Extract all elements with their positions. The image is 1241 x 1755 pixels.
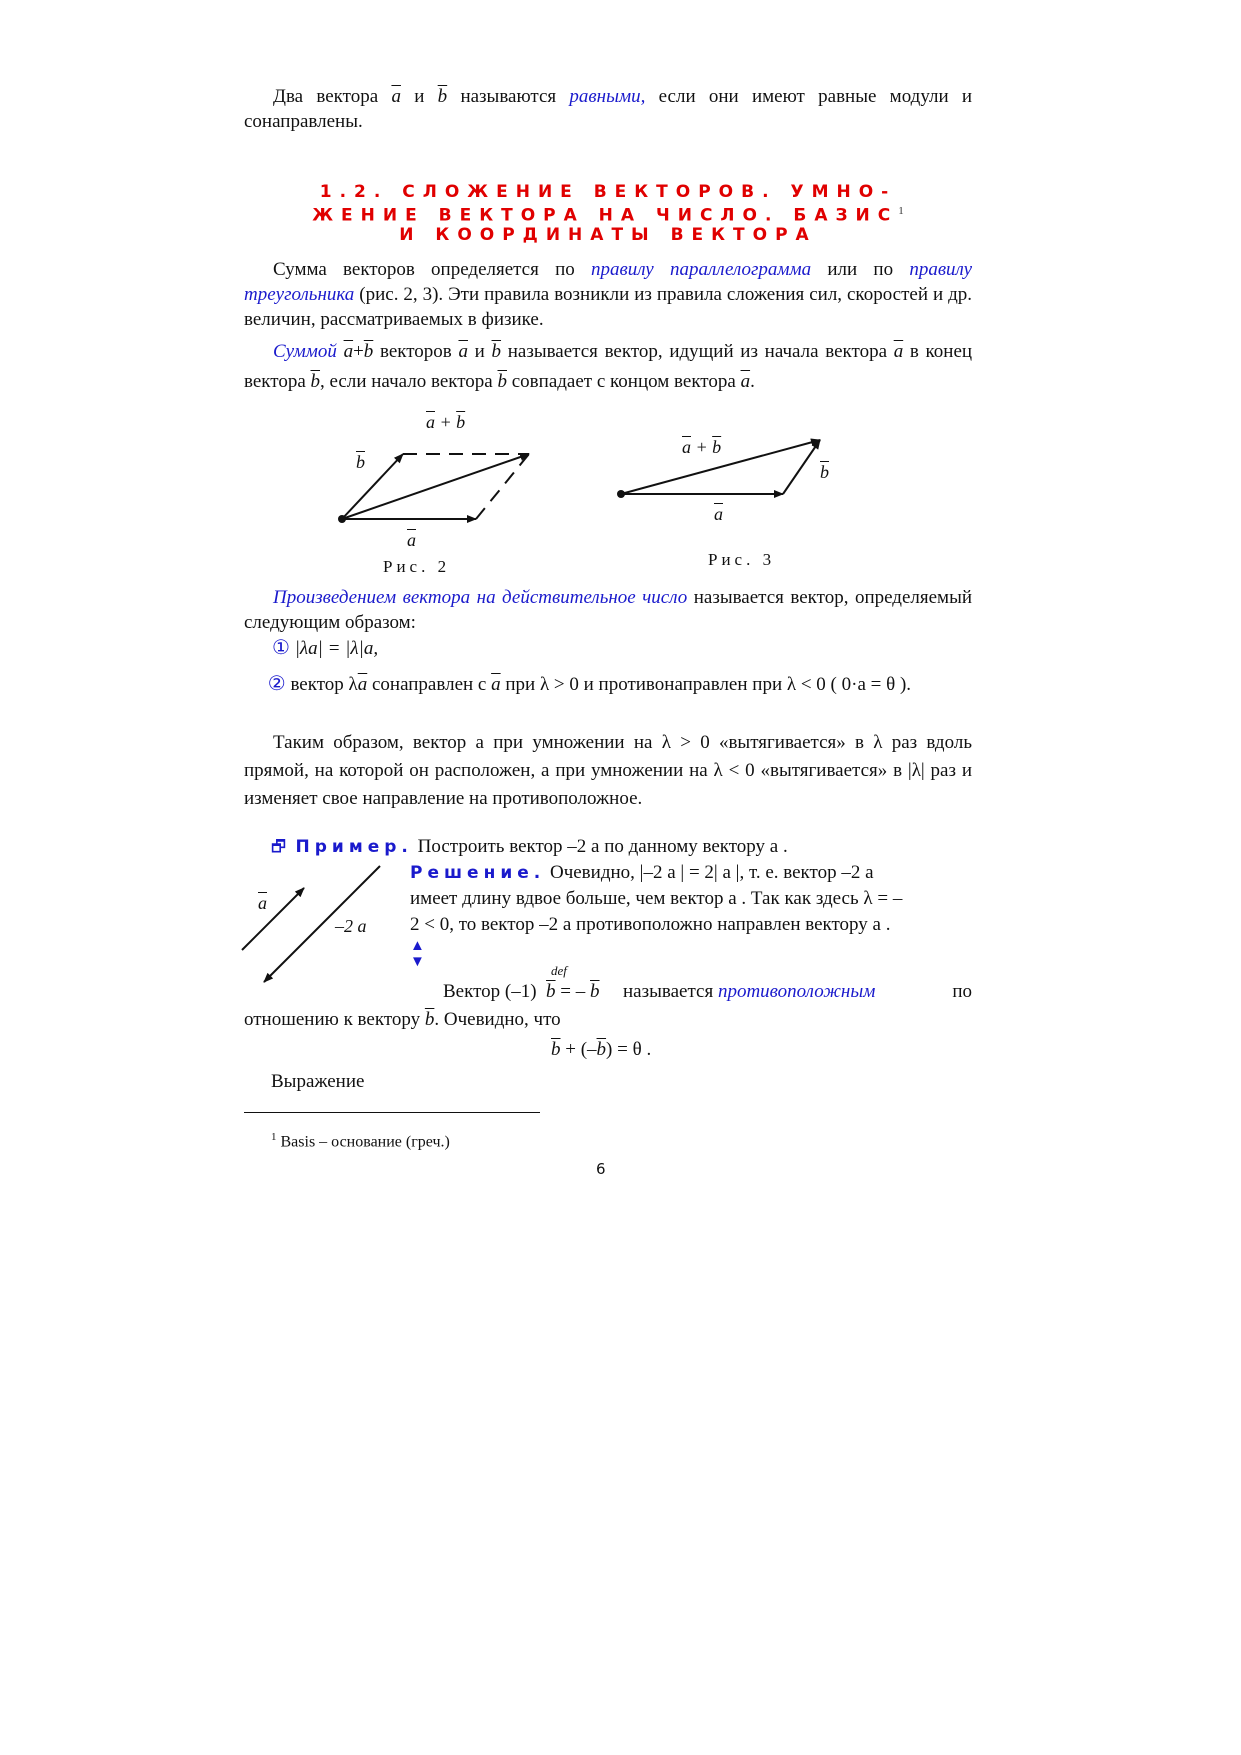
circled-one-icon: ① [272,635,290,659]
up-down-arrows-icon: ▲ ▼ [410,938,425,970]
footnote: $^1$ Basis – основание (греч.) [271,1131,450,1151]
circled-two-icon: ② [267,671,286,695]
term-sum: Суммой [273,341,337,362]
example-fig-label-neg2a: –2 a [335,916,367,936]
origin-dot [338,515,346,523]
opposite-formula: $\overline{b} + (-\overline{b}) = \theta$ . [551,1039,652,1060]
window-icon: 🗗 [271,837,287,856]
fig3-label-b: $\overline{b}$ [820,462,829,482]
paragraph-sum-definition: Суммой $\overline{a}+\overline{b}$ векторов $\overline{a}$ и $\overline{b}$ называется вектор, идущий из начала вектора $\overline{a}$ в конец вектора $\overline{b}$, если начало вектора $\overline{b}$ совпадает с концом вектора $\overline{a}$. [244,341,973,392]
fig3-caption: Рис. 3 [708,550,776,569]
def-superscript: def [551,963,567,978]
term-parallelogram-rule: правилу параллелограмма [591,259,812,280]
solution-label: Решение. [410,863,546,883]
fig2-caption: Рис. 2 [383,557,451,576]
term-opposite: противоположным [717,981,876,1002]
vector-b: $\overline{b}$ [437,86,448,107]
heading-line-3: И КООРДИНАТЫ ВЕКТОРА [399,224,817,245]
item-2: ② вектор $\lambda\overline{a}$ сонаправлен с $\overline{a}$ при λ > 0 и противонаправлен при λ < 0 ( 0·a = θ ). [267,671,912,695]
term-equal: равными, [569,86,646,107]
fig3-label-sum: $\overline{a} + \overline{b}$ [682,437,722,457]
fig3-label-a: $\overline{a}$ [714,504,723,524]
fig2-label-a: $\overline{a}$ [407,530,416,550]
sum-diagonal-arrow [342,454,529,519]
paragraph-stretching: Таким образом, вектор a при умножении на λ > 0 «вытягивается» в λ раз вдоль прямой, на которой он расположен, а при умножении на λ < 0 «вытягивается» в |λ| раз и изменяет свое направление на противоположное. [244,732,972,809]
origin-dot [617,490,625,498]
paragraph-scalar-product: Произведением вектора на действительное число называется вектор, определяемый следующим образом: [244,587,973,633]
example-solution: Решение. Очевидно, |–2 a | = 2| a |, т. е. вектор –2 a имеет длину вдвое больше, чем вектор a . Так как здесь λ = – 2 < 0, то вектор –2 a противоположно направлен вектору a . ▲ ▼ [410,862,903,970]
vector-a-arrow [242,888,304,950]
heading-line-1: 1.2. СЛОЖЕНИЕ ВЕКТОРОВ. УМНО- [319,182,897,202]
paragraph-sum-rules: Сумма векторов определяется по правилу параллелограмма или по правилу треугольника (рис. 2, 3). Эти правила возникли из правила сложения сил, скоростей и др. величин, рассматриваемых в физике. [244,259,973,330]
heading-line-2: ЖЕНИЕ ВЕКТОРА НА ЧИСЛО. БАЗИС$^1$ [312,205,904,226]
example-task: 🗗 Пример. Построить вектор –2 a по данному вектору a . [271,836,788,857]
page-number: 6 [596,1160,606,1178]
fig2-label-sum: $\overline{a} + \overline{b}$ [426,412,466,432]
example-fig-label-a: $\overline{a}$ [258,893,267,913]
paragraph-opposite-cont: отношению к вектору $\overline{b}$. Очевидно, что [244,1009,561,1030]
paragraph-expression: Выражение [271,1071,365,1092]
footnote-mark: 1 [898,205,904,217]
example-label: Пример. [295,837,413,857]
item-1: ① |λa| = |λ|a, [272,635,379,659]
vector-a: $\overline{a}$ [391,86,401,107]
paragraph-equal-vectors: Два вектора $\overline{a}$ и $\overline{b}$ называются равными, если они имеют равные модули и сонаправлены. [244,86,973,132]
term-triangle-rule: правилу треугольника [244,259,973,305]
footnote-rule [244,1112,540,1113]
section-heading [244,183,972,245]
term-scalar-product: Произведением вектора на действительное число [273,587,688,608]
fig2-label-b: $\overline{b}$ [356,452,365,472]
paragraph-opposite-vector: Вектор (–1) $\overline{b}$ = – $\overline{b}$ называется противоположным по [443,981,972,1002]
